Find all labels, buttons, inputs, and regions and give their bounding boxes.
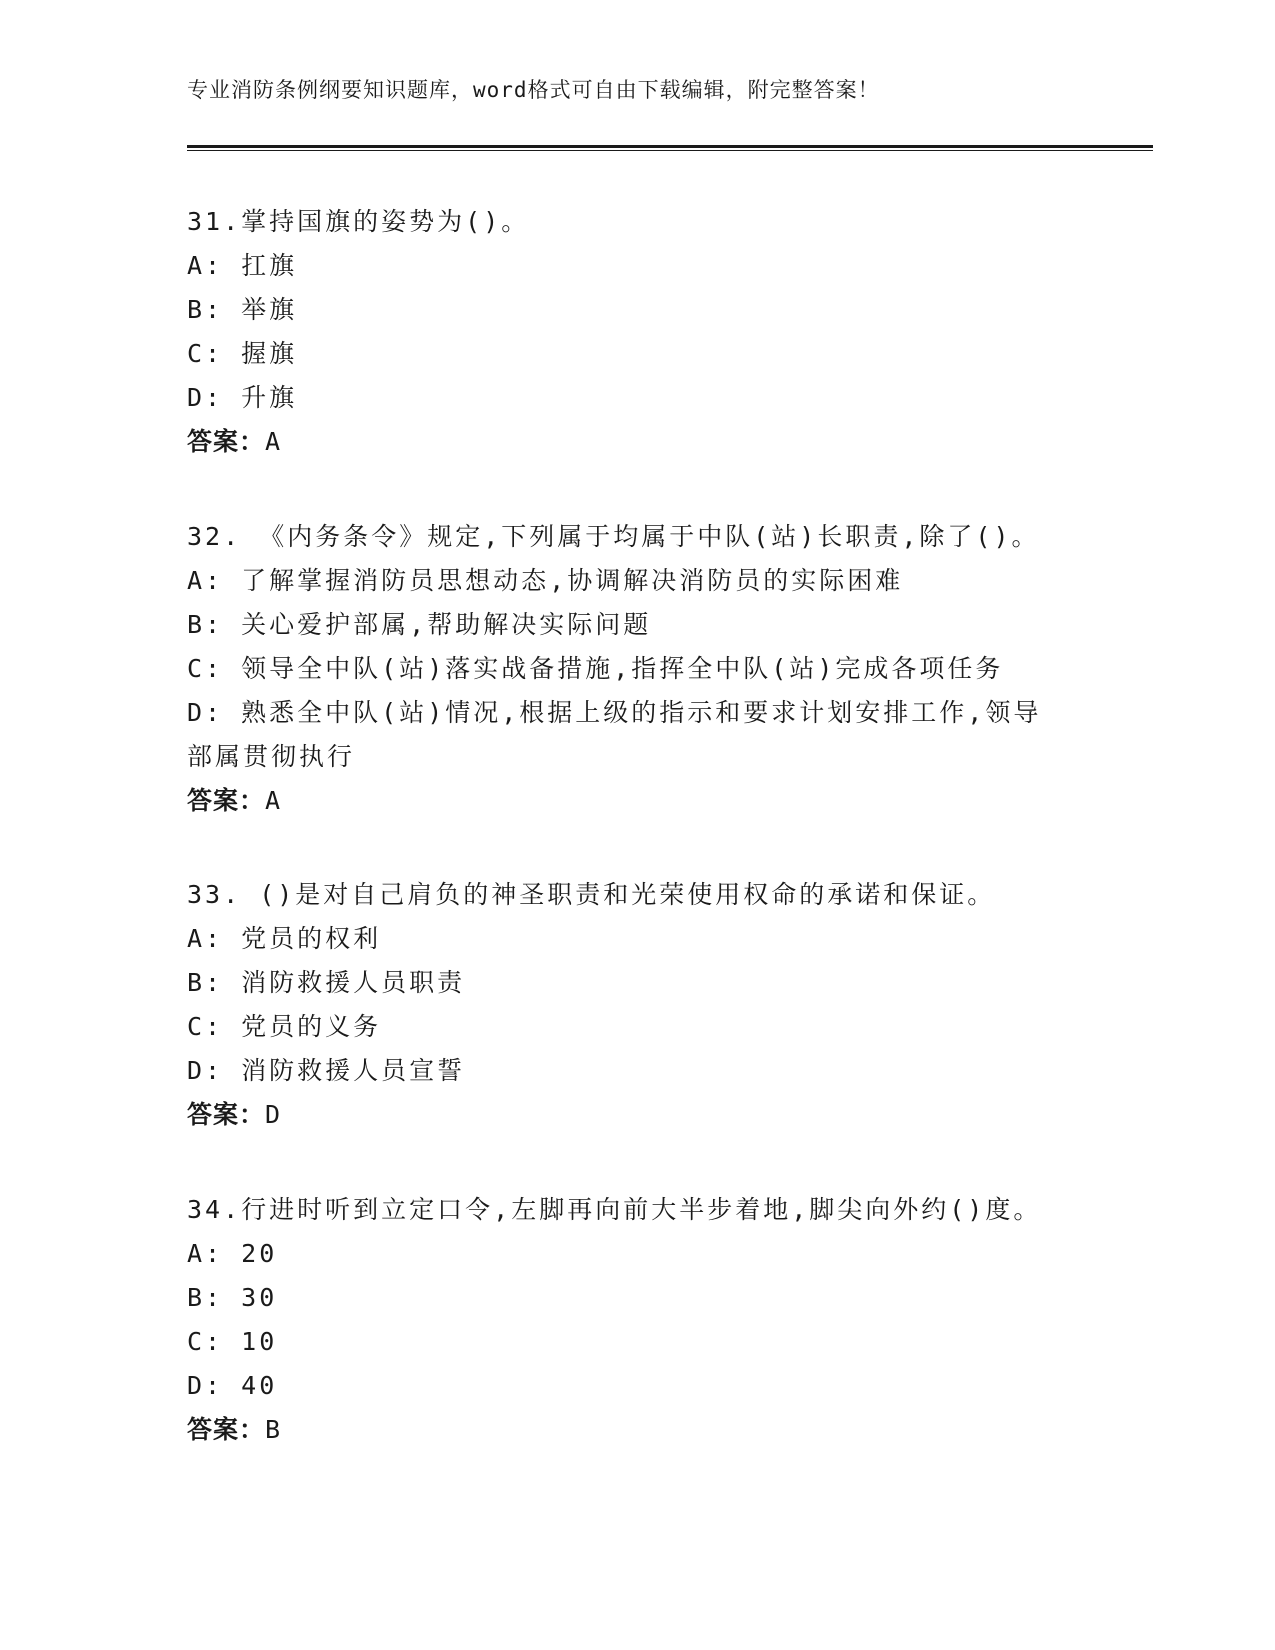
option-d: D: 消防救援人员宣誓 [187, 1056, 466, 1085]
answer-label: 答案： [187, 427, 266, 456]
answer-label: 答案： [187, 1100, 266, 1129]
question-stem: 31.掌持国旗的姿势为()。 [187, 207, 530, 236]
option-a: A: 20 [187, 1239, 278, 1268]
option-d: D: 40 [187, 1371, 278, 1400]
question-32 [187, 515, 1087, 823]
answer-value: B [265, 1415, 282, 1444]
header-divider [187, 145, 1153, 151]
option-b: B: 30 [187, 1283, 278, 1312]
question-34 [187, 1188, 1087, 1452]
answer [187, 420, 1087, 464]
document-header: 专业消防条例纲要知识题库，word格式可自由下载编辑，附完整答案！ [187, 78, 880, 102]
answer-value: A [265, 786, 282, 815]
option-c: C: 党员的义务 [187, 1012, 382, 1041]
question-31 [187, 200, 1087, 464]
option-d: D: 升旗 [187, 383, 298, 412]
answer-value: A [265, 427, 282, 456]
answer [187, 1093, 1087, 1137]
question-33 [187, 873, 1087, 1137]
answer-label: 答案： [187, 786, 266, 815]
answer-value: D [265, 1100, 282, 1129]
option-b: B: 消防救援人员职责 [187, 968, 466, 997]
option-a: A: 党员的权利 [187, 924, 382, 953]
option-c: C: 10 [187, 1327, 278, 1356]
option-c: C: 领导全中队(站)落实战备措施,指挥全中队(站)完成各项任务 [187, 654, 1004, 683]
question-stem: 34.行进时听到立定口令,左脚再向前大半步着地,脚尖向外约()度。 [187, 1195, 1042, 1224]
answer-label: 答案： [187, 1415, 266, 1444]
option-b: B: 举旗 [187, 295, 298, 324]
option-d: D: 熟悉全中队(站)情况,根据上级的指示和要求计划安排工作,领导部属贯彻执行 [187, 698, 1042, 771]
question-stem: 33. ()是对自己肩负的神圣职责和光荣使用权命的承诺和保证。 [187, 880, 996, 909]
option-a: A: 了解掌握消防员思想动态,协调解决消防员的实际困难 [187, 566, 904, 595]
answer [187, 1408, 1087, 1452]
option-c: C: 握旗 [187, 339, 298, 368]
option-b: B: 关心爱护部属,帮助解决实际问题 [187, 610, 652, 639]
option-a: A: 扛旗 [187, 251, 298, 280]
answer [187, 779, 1087, 823]
question-stem: 32. 《内务条令》规定,下列属于均属于中队(站)长职责,除了()。 [187, 522, 1040, 551]
